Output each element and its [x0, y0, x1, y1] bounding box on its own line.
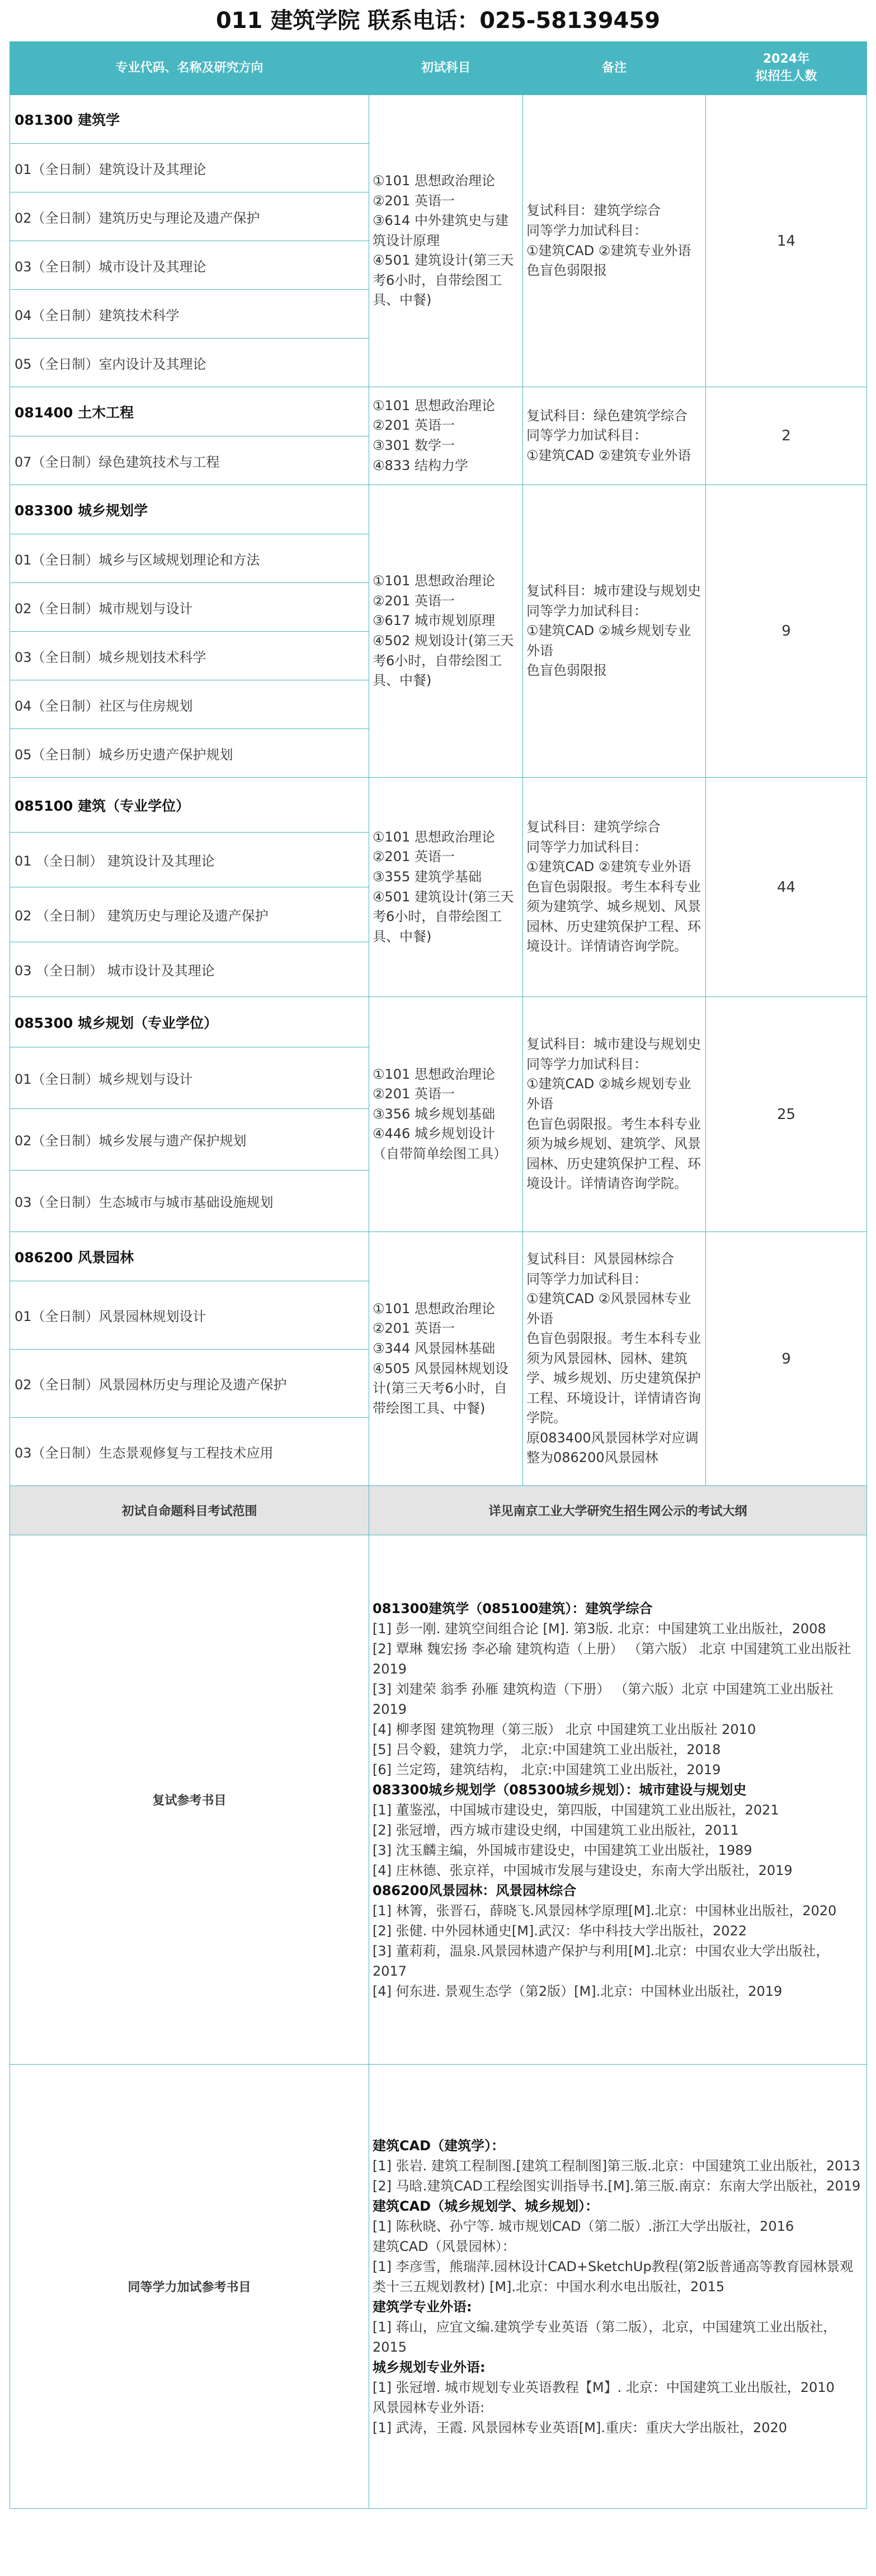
book-entry: [4] 何东进. 景观生态学（第2版）[M].北京：中国林业出版社，2019 — [373, 1983, 783, 1999]
book-group-heading: 083300城乡规划学（085300城乡规划）：城市建设与规划史 — [373, 1781, 747, 1798]
program-notes — [523, 485, 706, 778]
retest-books-list — [369, 1535, 867, 2065]
book-entry: [1] 林箐，张晋石，薛晓飞.风景园林学原理[M].北京：中国林业出版社，2020 — [373, 1902, 837, 1919]
exam-subject: ④505 风景园林规划设计(第三天考6小时，自带绘图工具、中餐) — [373, 1360, 508, 1416]
research-direction: 02（全日制）风景园林历史与理论及遗产保护 — [10, 1350, 369, 1418]
enrollment-count: 9 — [706, 485, 867, 778]
book-entry: [4] 庄林德、张京祥，中国城市发展与建设史，东南大学出版社，2019 — [373, 1862, 793, 1878]
exam-subject: ①101 思想政治理论 — [373, 1300, 495, 1317]
exam-subjects — [369, 95, 523, 387]
exam-subject: ③344 风景园林基础 — [373, 1340, 495, 1356]
book-entry: [1] 武涛，王霞. 风景园林专业英语[M].重庆：重庆大学出版社，2020 — [373, 2419, 788, 2436]
book-group-heading: 建筑CAD（建筑学）： — [373, 2137, 505, 2154]
program-row — [10, 1232, 867, 1281]
program-code: 086200 风景园林 — [10, 1232, 369, 1281]
book-entry: [3] 董莉莉，温泉.风景园林遗产保护与利用[M].北京：中国农业大学出版社，2017 — [373, 1943, 830, 1979]
book-entry: [2] 马晗.建筑CAD工程绘图实训指导书.[M].第三版.南京：东南大学出版社，2019 — [373, 2178, 861, 2194]
note-line: ①建筑CAD ②城乡规划专业外语 — [526, 1076, 691, 1112]
equiv-books-label: 同等学力加试参考书目 — [10, 2065, 369, 2509]
book-entry: [1] 董鉴泓，中国城市建设史，第四版，中国建筑工业出版社，2021 — [373, 1802, 779, 1818]
research-direction: 02（全日制）城市规划与设计 — [10, 583, 369, 632]
program-code: 081300 建筑学 — [10, 95, 369, 144]
exam-subject: ②201 英语一 — [373, 192, 455, 209]
note-line: ①建筑CAD ②建筑专业外语 — [526, 242, 691, 258]
program-code: 083300 城乡规划学 — [10, 485, 369, 534]
book-group-heading: 城乡规划专业外语: — [373, 2359, 486, 2375]
exam-subjects — [369, 387, 523, 485]
research-direction: 03（全日制）城市设计及其理论 — [10, 241, 369, 290]
exam-subject: ①101 思想政治理论 — [373, 1066, 495, 1082]
book-entry: [1] 蒋山，应宜文编.建筑学专业英语（第二版），北京，中国建筑工业出版社，2015 — [373, 2319, 837, 2355]
research-direction: 04（全日制）社区与住房规划 — [10, 680, 369, 729]
exam-subject: ②201 英语一 — [373, 1320, 455, 1337]
research-direction: 03 （全日制） 城市设计及其理论 — [10, 942, 369, 997]
header-exam: 初试科目 — [369, 42, 523, 95]
exam-subject: ④501 建筑设计(第三天考6小时，自带绘图工具、中餐) — [373, 252, 514, 308]
note-line: 原083400风景园林学对应调整为086200风景园林 — [526, 1430, 699, 1466]
book-entry: [4] 柳孝图 建筑物理（第三版） 北京 中国建筑工业出版社 2010 — [373, 1721, 756, 1737]
exam-subject: ③355 建筑学基础 — [373, 868, 482, 885]
note-line: ①建筑CAD ②建筑专业外语 — [526, 447, 691, 463]
note-line: 复试科目：建筑学综合 — [526, 203, 661, 219]
program-notes — [523, 997, 706, 1232]
research-direction: 03（全日制）生态景观修复与工程技术应用 — [10, 1418, 369, 1486]
retest-books-label: 复试参考书目 — [10, 1535, 369, 2065]
self-exam-text: 详见南京工业大学研究生招生网公示的考试大纲 — [369, 1486, 867, 1535]
program-code: 081400 土木工程 — [10, 387, 369, 436]
book-entry: [1] 张岩. 建筑工程制图.[建筑工程制图]第三版.北京：中国建筑工业出版社，2013 — [373, 2157, 860, 2174]
note-line: 色盲色弱限报 — [526, 662, 607, 679]
enrollment-count: 9 — [706, 1232, 867, 1486]
note-line: 复试科目：城市建设与规划史 — [526, 1036, 701, 1052]
research-direction: 03（全日制）城乡规划技术科学 — [10, 632, 369, 680]
research-direction: 01（全日制）建筑设计及其理论 — [10, 144, 369, 192]
note-line: 同等学力加试科目： — [526, 1056, 647, 1072]
program-row — [10, 485, 867, 534]
note-line: ①建筑CAD ②城乡规划专业外语 — [526, 623, 691, 659]
research-direction: 05（全日制）城乡历史遗产保护规划 — [10, 729, 369, 778]
header-major: 专业代码、名称及研究方向 — [10, 42, 369, 95]
exam-subject: ②201 英语一 — [373, 849, 455, 865]
program-notes — [523, 387, 706, 485]
equiv-books-row — [10, 2065, 867, 2509]
exam-subject: ④833 结构力学 — [373, 457, 468, 473]
exam-subjects — [369, 1232, 523, 1486]
research-direction: 01（全日制）城乡规划与设计 — [10, 1047, 369, 1109]
program-notes — [523, 1232, 706, 1486]
exam-subject: ④501 建筑设计(第三天考6小时，自带绘图工具、中餐) — [373, 889, 514, 944]
exam-subject: ①101 思想政治理论 — [373, 397, 495, 413]
note-line: 同等学力加试科目： — [526, 839, 647, 855]
book-entry: [3] 刘建荣 翁季 孙雁 建筑构造（下册） （第六版）北京 中国建筑工业出版社 2019 — [373, 1681, 833, 1717]
retest-books-row — [10, 1535, 867, 2065]
exam-subject: ④446 城乡规划设计（自带简单绘图工具） — [373, 1126, 507, 1162]
exam-subject: ②201 英语一 — [373, 1086, 455, 1102]
page-title: 011 建筑学院 联系电话：025-58139459 — [215, 8, 661, 34]
note-line: 复试科目：建筑学综合 — [526, 819, 661, 835]
book-entry: [2] 张健. 中外园林通史[M].武汉：华中科技大学出版社，2022 — [373, 1922, 747, 1939]
note-line: 同等学力加试科目： — [526, 222, 647, 238]
note-line: ①建筑CAD ②风景园林专业外语 — [526, 1291, 691, 1327]
book-entry: [2] 张冠增，西方城市建设史纲，中国建筑工业出版社，2011 — [373, 1822, 739, 1838]
research-direction: 01（全日制）城乡与区域规划理论和方法 — [10, 534, 369, 583]
research-direction: 05（全日制）室内设计及其理论 — [10, 339, 369, 387]
book-entry: [3] 沈玉麟主编，外国城市建设史，中国建筑工业出版社，1989 — [373, 1842, 752, 1858]
book-entry: [6] 兰定筠，建筑结构， 北京:中国建筑工业出版社，2019 — [373, 1761, 721, 1778]
book-entry: [5] 吕令毅，建筑力学， 北京:中国建筑工业出版社，2018 — [373, 1741, 721, 1757]
book-entry: [1] 彭一刚. 建筑空间组合论 [M]. 第3版. 北京：中国建筑工业出版社，2008 — [373, 1620, 826, 1637]
exam-subject: ②201 英语一 — [373, 417, 455, 434]
equiv-books-list — [369, 2065, 867, 2509]
note-line: 色盲色弱限报。考生本科专业须为建筑学、城乡规划、风景园林、历史建筑保护工程、环境设计。详情请咨询学院。 — [526, 878, 701, 955]
enrollment-count: 14 — [706, 95, 867, 387]
header-notes: 备注 — [523, 42, 706, 95]
program-notes — [523, 778, 706, 997]
book-group-heading: 081300建筑学（085100建筑）：建筑学综合 — [373, 1600, 653, 1616]
note-line: 色盲色弱限报 — [526, 262, 607, 279]
exam-subjects — [369, 778, 523, 997]
research-direction: 07（全日制）绿色建筑技术与工程 — [10, 436, 369, 485]
note-line: 色盲色弱限报。考生本科专业须为风景园林、园林、建筑学、城乡规划、历史建筑保护工程、环境设计，详情请咨询学院。 — [526, 1331, 701, 1426]
admissions-table — [10, 41, 867, 2509]
research-direction: 01 （全日制） 建筑设计及其理论 — [10, 833, 369, 887]
research-direction: 02（全日制）城乡发展与遗产保护规划 — [10, 1109, 369, 1171]
program-notes — [523, 95, 706, 387]
program-row — [10, 997, 867, 1047]
exam-subject: ④502 规划设计(第三天考6小时，自带绘图工具、中餐) — [373, 633, 514, 689]
note-line: 同等学力加试科目： — [526, 427, 647, 444]
exam-subject: ③617 城市规划原理 — [373, 613, 495, 629]
table-header-row — [10, 42, 867, 95]
research-direction: 03（全日制）生态城市与城市基础设施规划 — [10, 1171, 369, 1232]
book-group-heading: 建筑学专业外语: — [373, 2298, 472, 2315]
self-exam-row — [10, 1486, 867, 1535]
book-entry: 风景园林专业外语: — [373, 2399, 485, 2415]
header-plan: 2024年 拟招生人数 — [706, 42, 867, 95]
book-entry: [1] 陈秋晓、孙宁等. 城市规划CAD（第二版）.浙江大学出版社，2016 — [373, 2218, 794, 2234]
exam-subject: ③301 数学一 — [373, 438, 455, 453]
program-row — [10, 387, 867, 436]
exam-subject: ①101 思想政治理论 — [373, 573, 495, 589]
self-exam-label: 初试自命题科目考试范围 — [10, 1486, 369, 1535]
book-entry: [1] 李彦雪，熊瑞萍.园林设计CAD+SketchUp教程(第2版普通高等教育园林景观类十三五规划教材) [M].北京：中国水利水电出版社，2015 — [373, 2258, 854, 2295]
book-group-heading: 建筑CAD（城乡规划学、城乡规划）： — [373, 2198, 599, 2214]
exam-subjects — [369, 485, 523, 778]
research-direction: 02（全日制）建筑历史与理论及遗产保护 — [10, 192, 369, 241]
exam-subject: ①101 思想政治理论 — [373, 173, 495, 189]
note-line: 复试科目：城市建设与规划史 同等学力加试科目： — [526, 583, 701, 619]
enrollment-count: 44 — [706, 778, 867, 997]
note-line: ①建筑CAD ②建筑专业外语 — [526, 859, 691, 875]
program-row — [10, 95, 867, 144]
note-line: 同等学力加试科目： — [526, 1271, 647, 1287]
exam-subject: ③614 中外建筑史与建筑设计原理 — [373, 213, 508, 248]
program-code: 085100 建筑（专业学位） — [10, 778, 369, 833]
enrollment-count: 2 — [706, 387, 867, 485]
book-entry: 建筑CAD（风景园林）： — [373, 2238, 516, 2254]
research-direction: 02 （全日制） 建筑历史与理论及遗产保护 — [10, 887, 369, 942]
research-direction: 04（全日制）建筑技术科学 — [10, 290, 369, 339]
note-line: 复试科目：风景园林综合 — [526, 1251, 674, 1267]
book-entry: [2] 覃琳 魏宏扬 李必瑜 建筑构造（上册） （第六版） 北京 中国建筑工业出版社 2019 — [373, 1640, 851, 1677]
program-code: 085300 城乡规划（专业学位） — [10, 997, 369, 1047]
book-group-heading: 086200风景园林：风景园林综合 — [373, 1882, 577, 1898]
note-line: 复试科目：绿色建筑学综合 — [526, 407, 687, 424]
book-entry: [1] 张冠增. 城市规划专业英语教程【M】. 北京：中国建筑工业出版社，2010 — [373, 2379, 835, 2395]
exam-subject: ①101 思想政治理论 — [373, 829, 495, 845]
exam-subject: ③356 城乡规划基础 — [373, 1106, 495, 1122]
exam-subject: ②201 英语一 — [373, 593, 455, 609]
program-row — [10, 778, 867, 833]
enrollment-count: 25 — [706, 997, 867, 1232]
research-direction: 01（全日制）风景园林规划设计 — [10, 1281, 369, 1350]
note-line: 色盲色弱限报。考生本科专业须为城乡规划、建筑学、风景园林、历史建筑保护工程、环境设计。详情请咨询学院。 — [526, 1116, 701, 1192]
exam-subjects — [369, 997, 523, 1232]
